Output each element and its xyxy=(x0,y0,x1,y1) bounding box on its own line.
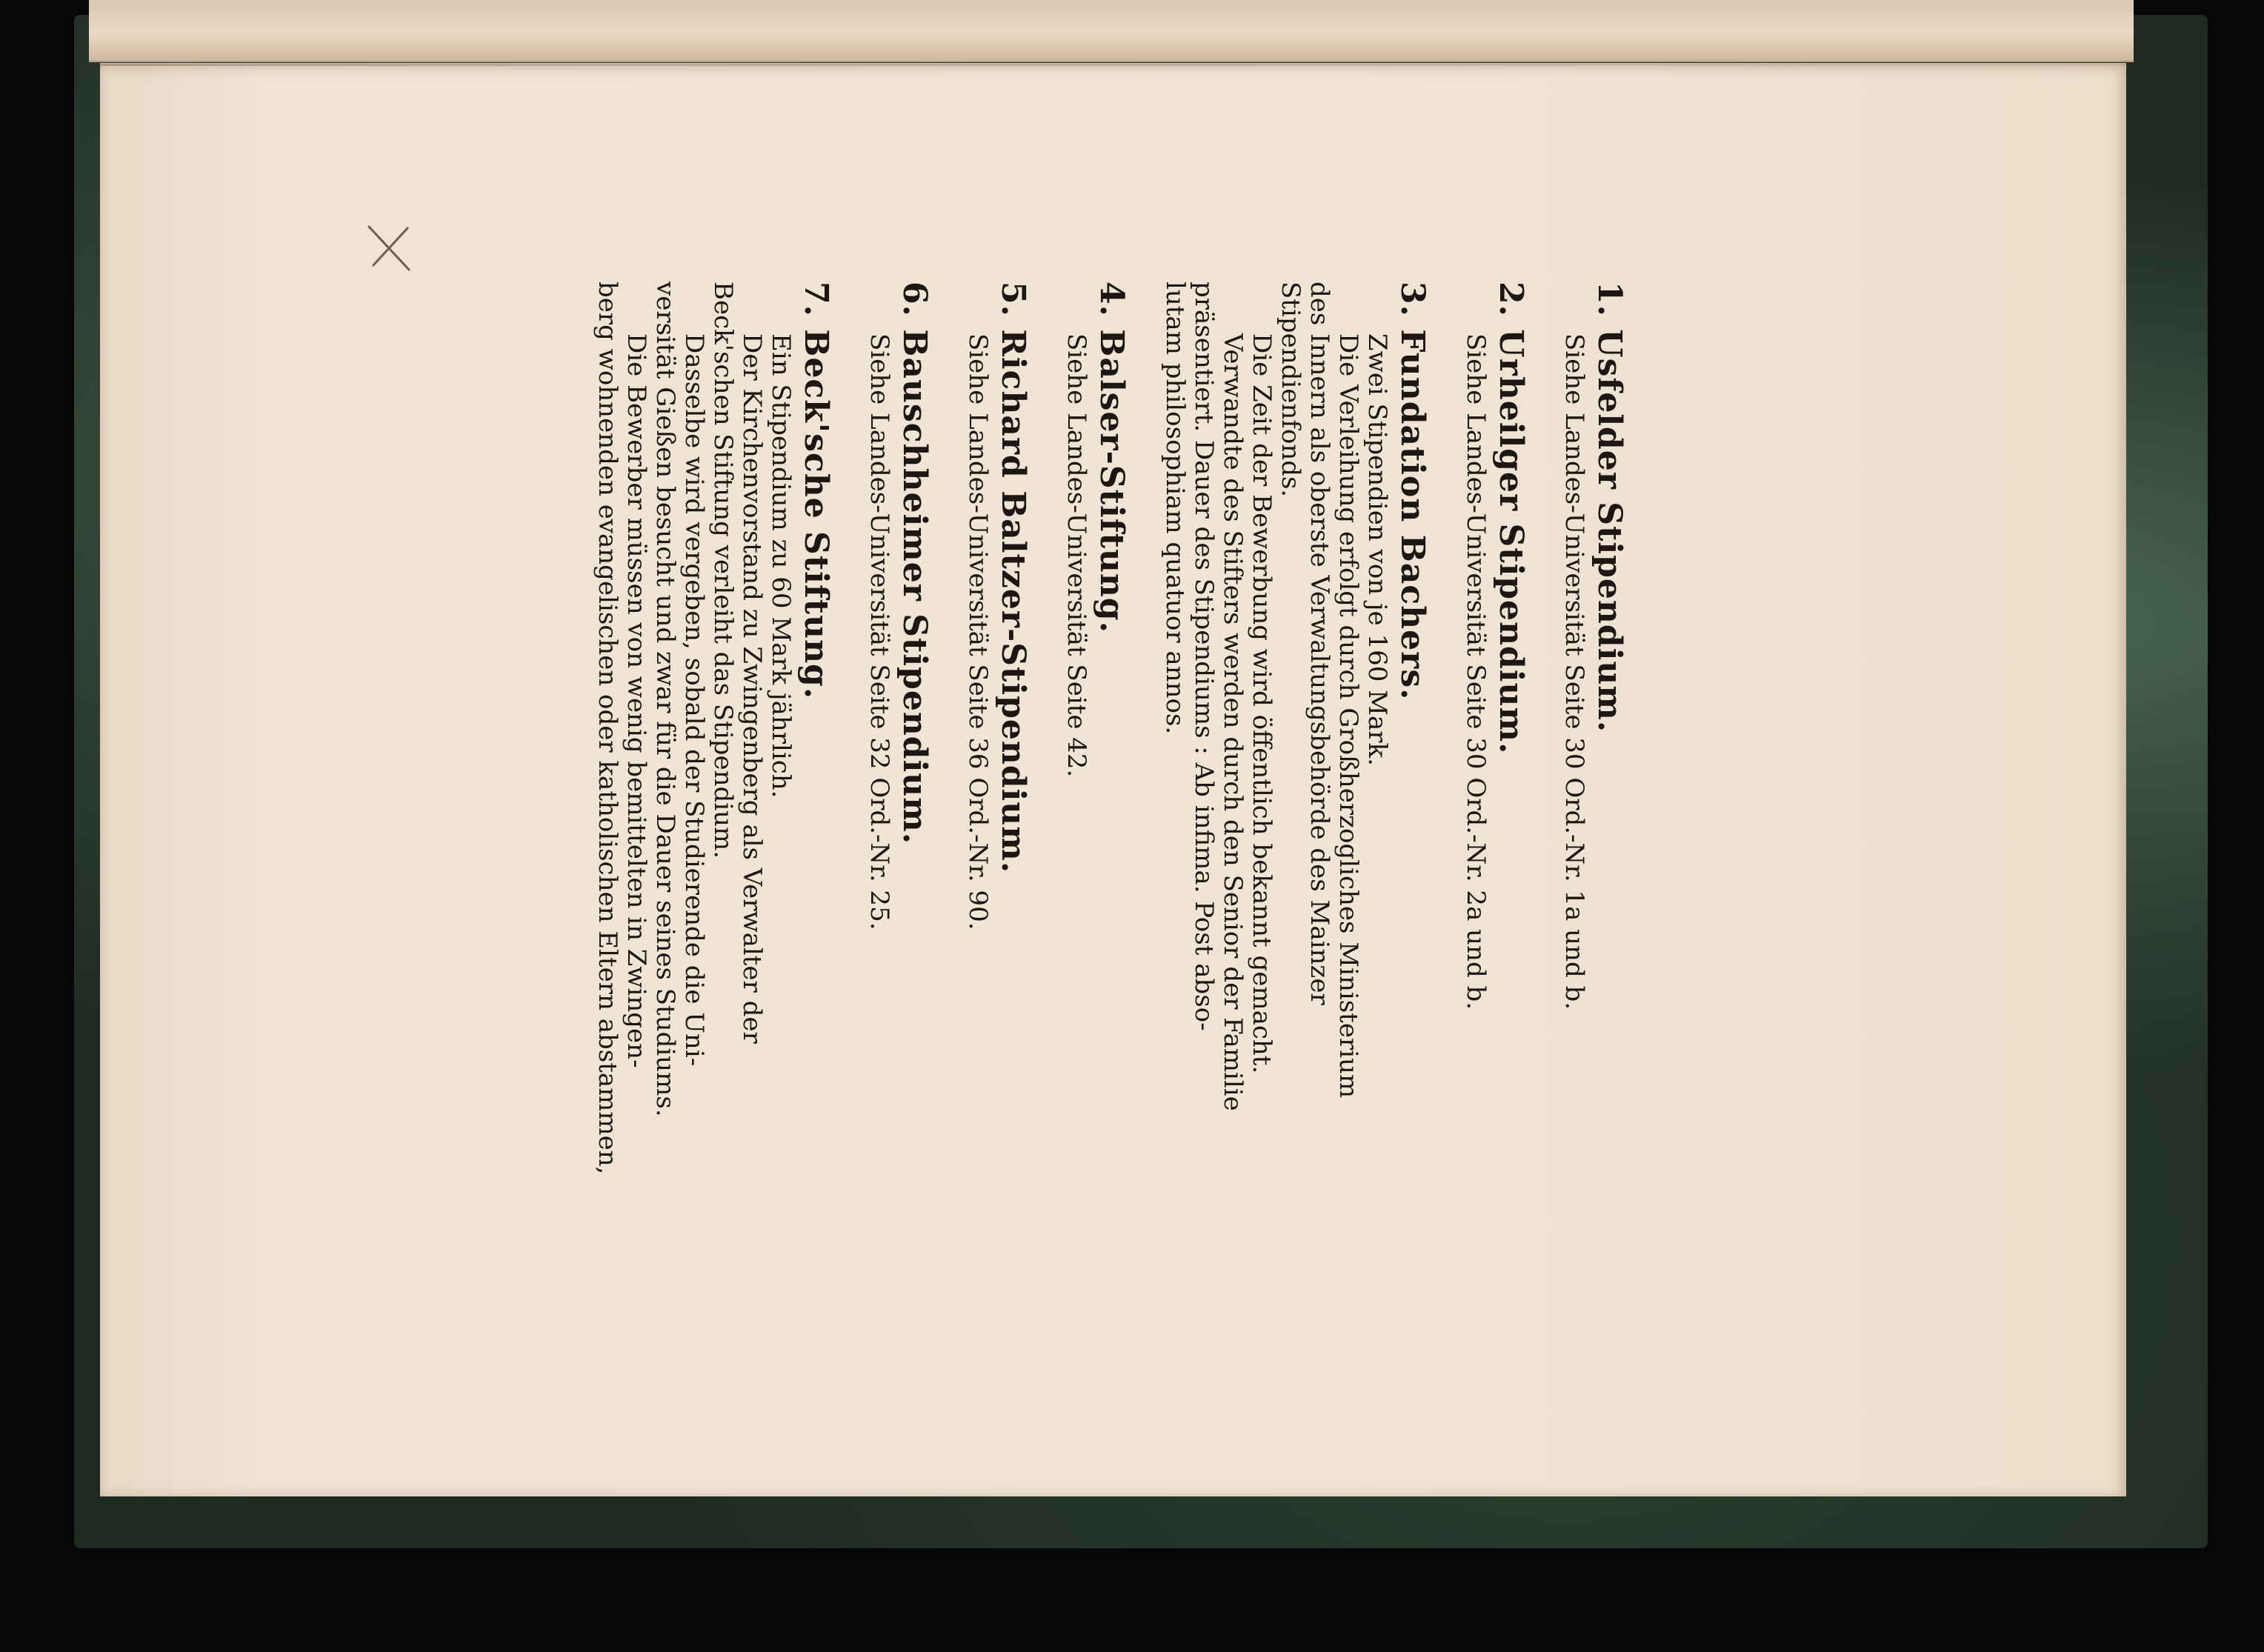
section-title: 4. Balser-Stiftung. xyxy=(1093,282,1131,634)
section-text-line: Die Zeit der Bewerbung wird öffentlich bekannt gemacht. xyxy=(1247,333,1276,1074)
section-3 xyxy=(1160,282,1433,1467)
section-text-line: Beck'schen Stiftung verleiht das Stipendium. xyxy=(708,282,738,859)
page-fold xyxy=(100,64,2126,66)
section-text-line: berg wohnenden evangelischen oder katholischen Eltern abstammen, xyxy=(593,282,622,1175)
section-5 xyxy=(963,282,1033,1467)
section-title: 2. Urheilger Stipendium. xyxy=(1492,282,1530,755)
section-text-line: Siehe Landes-Universität Seite 30 Ord.-Nr. 1a und b. xyxy=(1559,333,1589,1010)
section-text-line: Die Verleihung erfolgt durch Großherzogliches Ministerium xyxy=(1334,333,1363,1099)
section-text-line: Die Bewerber müssen von wenig bemittelten in Zwingen- xyxy=(622,333,651,1068)
section-title: 6. Bauschheimer Stipendium. xyxy=(896,282,933,845)
section-6 xyxy=(865,282,935,1467)
section-text-line: lutam philosophiam quatuor annos. xyxy=(1160,282,1190,735)
section-text-line: Siehe Landes-Universität Seite 42. xyxy=(1062,333,1091,778)
section-text-line: Siehe Landes-Universität Seite 36 Ord.-Nr. 90. xyxy=(963,333,993,930)
section-1 xyxy=(1559,282,1630,1467)
section-title: 1. Usfelder Stipendium. xyxy=(1591,282,1628,733)
section-text-line: Der Kirchenvorstand zu Zwingenberg als Verwalter der xyxy=(737,333,767,1044)
facing-page-edge xyxy=(89,0,2134,62)
section-4 xyxy=(1062,282,1132,1467)
section-title: 7. Beck'sche Stiftung. xyxy=(797,282,835,700)
section-text-line: Verwandte des Stifters werden durch den Senior der Familie xyxy=(1218,333,1248,1111)
section-text-line: Siehe Landes-Universität Seite 32 Ord.-Nr. 25. xyxy=(865,333,894,930)
section-text-line: des Innern als oberste Verwaltungsbehörde des Mainzer xyxy=(1305,282,1334,1005)
section-7 xyxy=(593,282,836,1467)
section-title: 5. Richard Baltzer-Stipendium. xyxy=(994,282,1032,874)
section-text-line: Stipendienfonds. xyxy=(1276,282,1305,498)
pencil-x-mark xyxy=(363,222,415,274)
section-text-line: versität Gießen besucht und zwar für die Dauer seines Studiums. xyxy=(650,282,680,1117)
section-text-line: Ein Stipendium zu 60 Mark jährlich. xyxy=(766,333,796,799)
section-text-line: Dasselbe wird vergeben, sobald der Studierende die Uni- xyxy=(679,333,709,1067)
section-text-line: Siehe Landes-Universität Seite 30 Ord.-Nr. 2a und b. xyxy=(1461,333,1491,1010)
section-2 xyxy=(1461,282,1531,1467)
section-title: 3. Fundation Bachers. xyxy=(1394,282,1431,701)
section-text-line: Zwei Stipendien von je 160 Mark. xyxy=(1362,333,1392,766)
section-text-line: präsentiert. Dauer des Stipendiums : Ab infima. Post abso- xyxy=(1189,282,1219,1031)
page-text xyxy=(148,282,1630,1467)
